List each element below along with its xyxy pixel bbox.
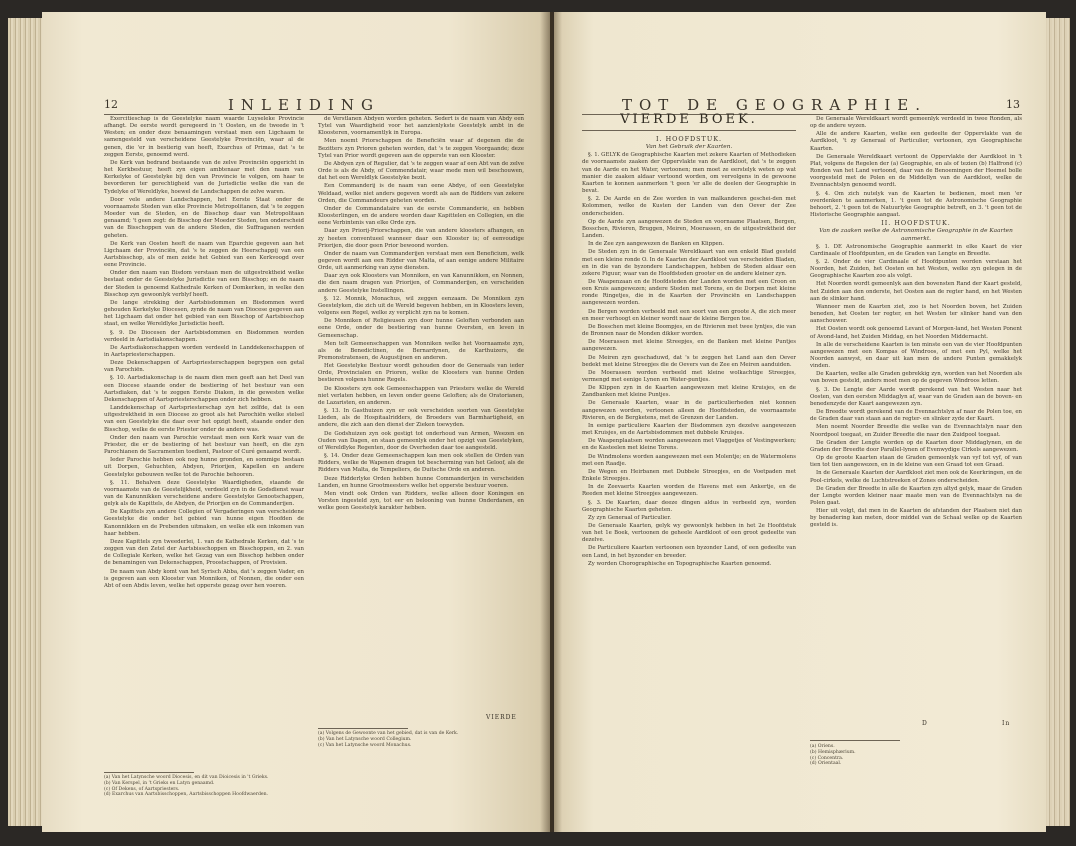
paragraph: De Godshuizen zyn ook gestigt tot onderhoud van Armen, Weezen en Ouden van Dagen, en staan gemeenlyk onder het opzigt van Geestelyken, of Wereldlyke Regenten, door de Overheden daar toe aangesteld. (318, 430, 524, 451)
book-title-rule (582, 130, 796, 131)
paragraph: Onder de naam van Commanderijen verstaat men een Beneficium, welk gegeven wordt aan een Ridder van Malta, of aan eenige andere Militaire Orde, uit aanmerking van zyne diensten. (318, 250, 524, 272)
paragraph: Landdekenschap of Aartspriesterschap zyn het zelfde, dat is een uitgestrektheid in een Diocese zo groot als het Parochiën welke stelsel van een Geestelyke die daar over het opzigt heeft, staande onder den Bisschop, welke de eerste Priester onder de andere was. (104, 405, 304, 433)
paragraph: De Kaarten, welke alle Graden gebrekkig zyn, worden van het Noorden als van boven gesteld, anders moet men op de gegeven Windroos letten. (810, 371, 1022, 385)
paragraph: De Moerassen met kleine Streepjes, en de Banken met kleine Puntjes aangewezen. (582, 339, 796, 353)
book-title: VIERDE BOEK. (620, 112, 758, 127)
left-column-2 (318, 116, 524, 726)
paragraph: Daar zyn Priorij-Priorschappen, die van andere kloosters afhangen, en zy heeten conventueel wanneer daar een Klooster is; of eenvoudige Priorijen, die door geen Prior bewoond worden. (318, 228, 524, 249)
paragraph: De Windmolens worden aangewezen met een Molentje; en de Watermolens met een Raadje. (582, 453, 796, 467)
paragraph: §. 14. Onder deze Gemeenschappen kan men ook stellen de Orden van Ridders, welke de Wapenen dragen tot bescherming van het Geloof, als de Ridders van Malta, de Tempeliers, de Duitsche Orde en anderen. (318, 453, 524, 474)
paragraph: De Aartsdiakonschappen worden verdeeld in Landdekenschappen of in Aartspriesterschappen. (104, 344, 304, 358)
paragraph: Onder den naam van Bisdom verstaan men de uitgestrektheid welke bestaat onder de Geestelyke Jurisdictie van een Bisschop; en de naam der Steden is genoemd Kathedrale Kerken of Domkerken, in welke den Bisschop zyn gewoonlyk verblyf heeft. (104, 270, 304, 298)
paragraph: Het Noorden wordt gemeenlyk aan den bovensten Rand der Kaart gesteld, het Zuiden aan den onderste, het Oosten aan de regter hand, en het Westen aan de slinker hand. (810, 281, 1022, 302)
paragraph: §. 12. Monnik, Monachus, wil zeggen eenzaam. De Monniken zyn Geestelyken, die zich uit de Wereld begeven hebben, en in Kloosters leven, volgens een Regel, welke zy verplicht zyn na te komen. (318, 295, 524, 317)
footnote: (b) Van het Latynsche woord Collegium. (318, 736, 412, 742)
right-catchword: D (922, 720, 928, 727)
right-column-1 (582, 136, 796, 826)
paragraph: Op de groote Kaarten staan de Graden gemeenlyk van vyf tot vyf, of van tien tot tien aangewezen, en in de kleine van een Graad tot een Graad. (810, 455, 1022, 469)
paragraph: De Particuliere Kaarten vertoonen een byzonder Land, of een gedeelte van een Land, in het byzonder en breeder. (582, 545, 796, 559)
paragraph: Ieder Parochie hebben ook nog hunne gronden, en sommige bestaan uit Dorpen, Gehuchten, Abdyen, Priorijen, Kapellen en andere Geestelyke gebouwen welke tot de Parochie behooren. (104, 457, 304, 478)
paragraph: §. 1. GELYK de Geographische Kaarten met zekere Kaarten of Methodieken de voornaamste zaaken der Oppervlakte van de Aardkloot, dat 's te zeggen van de Aarde en het Water, vertoonen; men moet ze eerstelyk weten op wat manier die zaaken aldaar vertoond worden, om vervolgens in de gewoone Kaarten te konnen aanmerken 't geen 'er alle de deelen der Geographie in bevat. (582, 152, 796, 195)
paragraph: De Moerassen worden verbeeld met kleine wolkachtige Streepjes, vermengd met eenige Lynen en Water-puntjes. (582, 369, 796, 383)
paragraph: De Generaale Kaarten, gelyk wy gewoonlyk hebben in het 2e Hoofdstuk van het 1e Boek, vertoonen de geheele Aardkloot of een groot gedeelte van dezelve. (582, 522, 796, 544)
paragraph: De Monniken of Religieusen zyn door hunne Geloften verbonden aan eene Orde, onder de bestiering van hunne Oversten, en leven in Gemeenschap. (318, 318, 524, 339)
paragraph: De Wegen en Heirbanen met Dubbele Streepjes, en de Voetpaden met Enkele Streepjes. (582, 468, 796, 483)
paragraph: De Generaale Wereldkaart vertoont de Oppervlakte der Aardkloot in 't Plat, volgens de Regelen der (a) Geographie, en als of tezien (b) Halfrond (c) Ronden van het Land vertoond, daar van de Benoemingen der Heemel bolle voorgesteld met de Polen en de Middellyn van de Aardkloot, welke de Evennachtslyn genoemd wordt. (810, 153, 1022, 189)
footnote: (a) Oriens. (810, 744, 835, 749)
paragraph: De Graden der Lengte worden op de Kaarten door Middaglynen, en de Graden der Breedte door Parallel-lynen of Evenwydige Cirkels aangewezen. (810, 439, 1022, 453)
paragraph: De Kloosters zyn ook Gemeenschappen van Priesters welke de Wereld niet verlaten hebben, en leven onder geene Geloften; als de Oratorianen, de Lazaristen, en anderen. (318, 385, 524, 406)
footnote: (b) Hemisphærium. (810, 749, 856, 755)
left-footnote-rule-1 (104, 772, 194, 773)
paragraph: De Breedte wordt gerekend van de Evennachtslyn af naar de Polen toe, en de Graden daar van staan aan de regter- en slinker zyde der Kaart. (810, 409, 1022, 423)
paragraph: Hier uit volgt, dat men in de Kaarten de afstanden der Plaatsen niet dan by benadering kan meten, door middel van de Schaal welke op de Kaarten gesteld is. (810, 508, 1022, 529)
paragraph: In de Zee zyn aangewezen de Banken en Klippen. (588, 241, 724, 248)
paragraph: De Steden zyn in de Generaale Wereldkaart van een enkeld Blad gesteld met een kleine ronde O. In de Kaarten der Aardkloot van verscheiden Bladen, en in die van de byzondere Landschappen, hebben de Steden aldaar een zekere Figuur, waar van de Hoofdsteden grooter en de andere kleiner zyn. (582, 249, 796, 277)
paragraph: Zy worden Chorographische en Topographische Kaarten genoemd. (588, 560, 772, 567)
paragraph: De Abdyen zyn of Regulier, dat 's te zeggen waar af een Abt van de zelve Orde is als de Abdy, of Commendatair, waar mede men wil beschouwen, dat het een Wereldlyk Geestelyke bezit. (318, 160, 524, 182)
paragraph: §. 11. Behalven deze Geestelyke Waardigheden, staande de voornaamste van de Geestelijkheid, verdeeld zyn in de Godsdienst waar van de Kanunnikken verscheidene andere Geestelyke Genootschappen, gelyk als de Kapittels, de Abdyen, de Priorijen en de Commanderijen. (104, 479, 304, 508)
paragraph: De Generaale Kaarten, waar in de particulierheden niet konnen aangewezen worden, vertoonen alleen de Hoofdsteden, de voornaamste Rivieren, en de Bergketens, met de Grenzen der Landen. (582, 400, 796, 421)
right-running-head: TOT DE GEOGRAPHIE. (622, 96, 927, 114)
right-page-number: 13 (1006, 98, 1020, 111)
paragraph: §. 3. De Kaarten, daar deeze dingen aldus in verbeeld zyn, worden Geographische Kaarten geheten. (582, 499, 796, 513)
paragraph: De Generaale Wereldkaart wordt gemeenlyk verdeeld in twee Ronden, als op de andere wyzen. (810, 116, 1022, 130)
paragraph: De Meiren zyn geschaduwd, dat 's te zeggen het Land aan den Oever bedekt met kleine Streepjes die de Oevers van de Zee en Meiren aanduiden. (582, 354, 796, 368)
paragraph: De Kerk van bedrand bestaande van de zelve Provinciën opgericht in het Kerkbestuur, heeft zyn eigen ambtenaar met den naam van Kerkelyke of Geestelyke bij den van Provincie te volgen, om haar te bevorderen ter gerechtigheid van de Jurisdictie welke die van de Tydelyke of Wereldlyke, hoewel de Landschappen de zelve waren. (104, 159, 304, 195)
paragraph: Men telt Gemeenschappen van Monniken welke het Voornaamste zyn, als de Benedictinen, de Bernardynen, de Karthuizers, de Premonstratensen, de Augustijnen en anderen. (318, 340, 524, 361)
section-2-title: II. HOOFDSTUK. (881, 219, 951, 228)
section-1-title: I. HOOFDSTUK. (655, 136, 723, 143)
section-2-subtitle: Van de zaaken welke de Astronomische Geographie in de Kaarten aanmerkt. (819, 228, 1013, 242)
footnote: (a) Van het Latynsche woord Diocesis, en dit van Dioicesis in 't Grieks. (104, 775, 269, 780)
paragraph: Deze Kapittels zyn tweederlei, 1. van de Kathedrale Kerken, dat 's te zeggen van den Zetel der Aartsbisschoppen en Bisschoppen, en 2. van de Collegiale Kerken, welke het Gezag van een Bisschop hebben onder de benamingen van Dekenschappen, Proostschappen, of Provisien. (104, 538, 304, 567)
right-column-2 (810, 116, 1022, 736)
paragraph: De Klippen zyn in de Kaarten aangewezen met kleine Kruisjes, en de Zandbanken met kleine Puntjes. (582, 385, 796, 399)
paragraph: Een Commanderij is de naam van eene Abdye, of een Geestelyke Weldaad, welke niet anders gegeven wordt als aan de Ridders van zekere Orden, die Commandeurs geheten worden. (318, 183, 524, 204)
paragraph: De Graden der Breedte in alle de Kaarten zyn altyd gelyk, maar de Graden der Lengte worden kleiner naar maate men van de Evennachtslyn na de Polen gaat. (810, 485, 1022, 506)
paragraph: §. 4. Om zich nutelyk van de Kaarten te bedienen, moet men 'er overdenken te aanmerken, 1. 't geen tot de Astronomische Geographie behoort, 2. 't geen tot de Natuurlyke Geographie betreft, en 3. 't geen tot de Historische Geographie aangaat. (810, 190, 1022, 219)
paragraph: §. 3. De Lengte der Aarde wordt gerekend van het Westen naar het Oosten, van den eersten Middaglyn af, waar van de Graden aan de boven- en benedenzyde der Kaart aangewezen zyn. (810, 386, 1022, 407)
paragraph: Deze Ridderlyke Orden hebben hunne Commanderijen in verscheiden Landen, en hunne Grootmeesters welke het opperste bestuur voeren. (318, 475, 524, 489)
paragraph: Op de Aarde zyn aangewezen de Steden en voornaame Plaatsen, Bergen, Bosschen, Rivieren, Bruggen, Meiren, Moerassen, en de uitgestrektheid der Landen. (582, 218, 796, 240)
left-page-number: 12 (104, 98, 118, 111)
paragraph: Het Geestelyke Bestuur wordt gehouden door de Generaals van ieder Orde, Provincialen en Prioren, welke de Kloosters van hunne Orden bestieren volgens hunne Regels. (318, 363, 524, 384)
paragraph: Men noemt Noorder Breedte die welke van de Evennachtslyn naar den Noordpool toegaat, en Zuider Breedte die naar den Zuidpool toegaat. (810, 424, 1022, 438)
book-gutter (540, 12, 562, 832)
paragraph: §. 9. De Diocesen der Aartsbisdommen en Bisdommen worden verdeeld in Aartsdiakonschappen. (104, 329, 304, 343)
paragraph: §. 10. Aartsdiakonschap is de naam dien men geeft aan het Deel van een Diocese staande onder de bestiering of het bestuur van een Aartsdiaken, dat 's te zeggen Eerste Diaken, in die gewesten welke Dekenschappen of Aartspriesterschappen onder zich hebben. (104, 375, 304, 403)
paragraph: Onder den naam van Parochie verstaat men een Kerk waar van de Priester, die er de bestiering of het bestuur van heeft, en die zyn Parochianen de Sacramenten toedient, Pastoor of Curé genaamd wordt. (104, 434, 304, 456)
left-footnotes-col1 (104, 775, 304, 798)
paragraph: de Verstlanen Abdyen worden geheten. Sedert is de naam van Abdy een Tytel van Waardigheid voor het aanzienlykste Geestelyk ambt in de Kloosteren, voornamentlyk in Europa. (318, 116, 524, 137)
paragraph: Alle de andere Kaarten, welke een gedeelte der Oppervlakte van de Aardkloot, 't zy Generaal of Particulier, vertoonen, zyn Geographische Kaarten. (810, 131, 1022, 152)
paragraph: De naam van Abdy komt van het Syrisch Abba, dat 's zeggen Vader, en is gegeven aan een Klooster van Monniken, of Nonnen, die onder een Abt of een Abdis leven, welke het opperste gezag over hen voeren. (104, 568, 304, 589)
paragraph: Zy zyn Generaal of Particulier. (588, 514, 672, 521)
paragraph: De Waapenplaatsen worden aangewezen met Vlaggetjes of Vestingwerken; en de Kasteelen met kleine Torens. (582, 438, 796, 452)
right-footnotes (810, 744, 1022, 767)
paragraph: De Bergen worden verbeeld met een soort van een groote A, die zich meer en meer verhoogt en kleiner wordt naar de kleine Bergen toe. (582, 308, 796, 322)
paragraph: Exercitieschap is de Geestelyke naam waarde Luyseleke Provincie afhangt. De eerste wordt geregeerd in 't Oosten, en de tweede in 't Westen; en onder deze benaamingen verstaat men een Ligchaam te samengesteld van verscheidene Geestelyke Provinciën, waar al de genen, die 'er in bestierig van heeft, Exarchus of Primas, dat 's te zeggen Eerste, genoemd werd. (104, 116, 304, 158)
section-1-subtitle: Van het Gebruik der Kaarten. (645, 144, 733, 151)
paragraph: §. 1. DE Astronomische Geographie aanmerkt in elke Kaart de vier Cardinaale of Hoofdpunten, en de Graden van Lengte en Breedte. (810, 243, 1022, 257)
paragraph: Men noemt Priorschappen de Beneficiën waar af degenen die de Bezitters zyn Prioren geheten worden, dat 's te zeggen Voorgaande; deze Tytel van Prior wordt gegeven aan de opperste van een Klooster. (318, 138, 524, 159)
paragraph: De Waapenzaan en de Hoofdsteden der Landen worden met een Croon en een Kruis aangewezen; andere Steden met Torens, en de Dorpen met kleine ronde Ringetjes, die in de Kaarten der Provinciën en Landschappen aangewezen worden. (582, 278, 796, 307)
footnote: (b) Van Kerspel, in 't Grieks en Latyn genaamd. (104, 780, 215, 786)
paragraph: Daar zyn ook Kloosters van Monniken, en van Kanunnikken, en Nonnen, die den naam dragen van Priorijen, of Commanderijen, en verscheiden andere Geestelyke Instellingen. (318, 273, 524, 294)
paragraph: Door vele andere Landschappen, het Eerste Staat onder de voornaamste Steden van elke Provincie Metropolitanen, dat 's te zeggen Moeder van de Steden, en de Bisschop daar van Metropolitaan genaamd; 't geen zegt: de Bisschop der Moeder Steden, ten onderscheid van de Bisschoppen van de andere Steden, die Suffraganen werden geheten. (104, 196, 304, 239)
footnote: (c) Of Dekens, of Aartspriesters. (104, 786, 180, 792)
paragraph: De lange strekking der Aartsbisdommen en Bisdommen werd gehouden Kerkelyke Diocesen, zynde de naam van Diocese gegeven aan het Ligchaam dat onder het gebied van een Bisschop of Aartsbisschop staat, en welke Wereldlyke Jurisdictie heeft. (104, 299, 304, 328)
paragraph: In de Generaale Kaarten der Aardkloot ziet men ook de Keerkringen, en de Pool-cirkels, welke de Luchtstreeken of Zones onderscheiden. (810, 470, 1022, 484)
paragraph: §. 13. In Gasthuizen zyn er ook verscheiden soorten van Geestelyke Lieden, als de Hospitaalridders, de Broeders van Barmhartigheid, en andere, die zich aan den dienst der Zieken toewyden. (318, 408, 524, 429)
paragraph: Wanneer men de Kaarten ziet, zoo is het Noorden boven, het Zuiden beneden, het Oosten ter regter, en het Westen ter slinker hand van den aanschouwer. (810, 303, 1022, 325)
paragraph: Men vindt ook Orden van Ridders, welke alleen door Koningen en Vorsten ingesteld zyn, tot eer en belooning van hunne Onderdanen, en welke geen Geestelyk karakter hebben. (318, 490, 524, 512)
right-footnote-rule (810, 740, 900, 741)
footnote: (c) Concentra. (810, 755, 844, 761)
paragraph: De Kapittels zyn andere Collegien of Vergaderingen van verscheidene Geestelyke die onder het gebied van hunne eigen Hoofden de Kanonnikken en de Prebenden uitmaken, en welke elk een inkomen van haar hebben. (104, 509, 304, 537)
left-head-rule (104, 114, 524, 115)
footnote: (a) Volgens de Gewoonte van het gebied, dat is van de Kerk. (318, 731, 459, 736)
right-signature: In (1002, 720, 1011, 727)
right-column-1-body (582, 152, 796, 568)
paragraph: In alle de verscheidene Kaarten is ten minste een van de vier Hoofdpunten aangewezen met een Kompas of Windroos, of met een Pyl, welke het Noorden aanwyst, en daar uit kan men de andere Punten gemakkelyk vinden. (810, 341, 1022, 370)
paragraph: Deze Dekenschappen of Aartspriesterschappen begrypen een getal van Parochiën. (104, 360, 304, 374)
paragraph: Het Oosten wordt ook genoemd Levant of Morgen-land, het Westen Ponent of Avond-land, het Zuiden Middag, en het Noorden Middernacht. (810, 326, 1022, 340)
footnote: (d) Orientaal. (810, 761, 842, 767)
left-column-1 (104, 116, 304, 766)
paragraph: In de Zeevaerts Kaarten worden de Havens met een Ankertje, en de Reeden met kleine Streepjes aangewezen. (582, 484, 796, 498)
footnote: (c) Van het Latynsche woord Monachus. (318, 742, 412, 748)
left-running-head: INLEIDING (228, 96, 380, 114)
paragraph: De Kerk van Oosten heeft de naam van Eparchie gegeven aan het Ligchaam der Provinciën, dat 's te zeggen de Heerschappij van een Aartsbisschop, als of men zeide het Gebied van een Kerkvoogd over eene Provincie. (104, 240, 304, 269)
right-page-edges (1042, 18, 1070, 826)
right-page (554, 12, 1046, 832)
paragraph: §. 2. De Aarde en de Zee worden in van malkanderen geschei-den met Kolommen, welke de Kusten der Landen van den Oever der Zee onderscheiden. (582, 196, 796, 217)
paragraph: In eenige particuliere Kaarten der Bisdommen zyn dezelve aangewezen met Kruisjes, en de Aartsbisdommen met dubbele Kruisjes. (582, 422, 796, 437)
left-page (42, 12, 550, 832)
left-footnote-rule-2 (318, 728, 408, 729)
paragraph: §. 2. Onder de vier Cardinaale of Hoofdpunten worden verstaan het Noorden, het Zuiden, het Oosten en het Westen, welke zyn gelegen in de Geographische Kaarten zoo als volgt. (810, 258, 1022, 280)
footnote: (d) Exarchus van Aartsbisschoppen, Aartsbisschoppen Hoofdwaerden. (104, 792, 269, 798)
left-catchword: VIERDE (486, 714, 517, 721)
left-footnotes-col2 (318, 731, 524, 748)
paragraph: De Bosschen met kleine Boompjes, en de Rivieren met twee lyntjes, die van de Bronnen naar de Monden dikker worden. (582, 323, 796, 338)
open-book (8, 4, 1070, 842)
paragraph: Onder de Commandataire van de eerste Commanderie, en hebben Kloosterlingen, en de andere worden daar Kapittelen en Collegien, en die eene Verbintenis van elke Orde zyn. (318, 205, 524, 227)
